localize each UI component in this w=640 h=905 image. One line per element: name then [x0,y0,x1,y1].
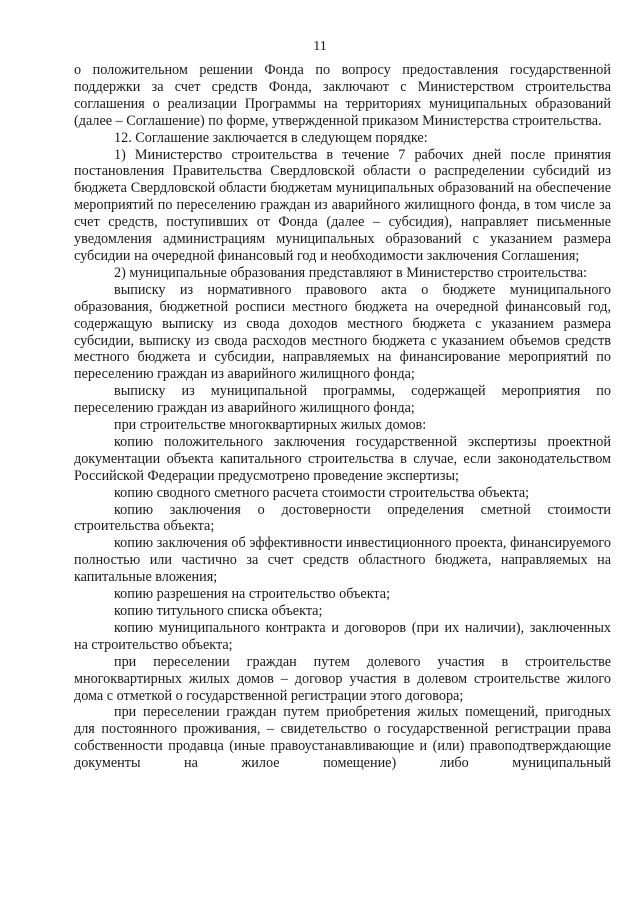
paragraph: копию положительного заключения государственной экспертизы проектной документации объекта капитального строительства в случае, если законодательством Российской Федерации предусмотрено проведение экспертизы; [74,433,611,484]
paragraph: копию муниципального контракта и договоров (при их наличии), заключенных на строительство объекта; [74,619,611,653]
page-number: 11 [313,39,327,54]
paragraph: копию заключения о достоверности определения сметной стоимости строительства объекта; [74,501,611,535]
document-body [74,62,611,772]
paragraph: выписку из нормативного правового акта о бюджете муниципального образования, бюджетной росписи местного бюджета на очередной финансовый год, содержащую выписку из свода доходов местного бюджета с указанием размера субсидии, выписку из свода расходов местного бюджета с указанием объемов средств местного бюджета и субсидии, направляемых на финансирование мероприятий по переселению граждан из аварийного жилищного фонда; [74,281,611,383]
paragraph: копию заключения об эффективности инвестиционного проекта, финансируемого полностью или частично за счет средств областного бюджета, направляемых на капитальные вложения; [74,535,611,586]
paragraph: копию сводного сметного расчета стоимости строительства объекта; [114,484,530,501]
paragraph: копию разрешения на строительство объекта; [114,586,391,603]
paragraph: копию титульного списка объекта; [114,603,323,619]
paragraph: 2) муниципальные образования представляют в Министерство строительства: [114,264,587,281]
paragraph: при переселении граждан путем приобретения жилых помещений, пригодных для постоянного проживания, – свидетельство о государственной регистрации права собственности продавца (иные правоустанавливающие и (или) правоподтверждающие документы на жилое помещение) либо муниципальный [74,704,611,772]
paragraph: при переселении граждан путем долевого участия в строительстве многоквартирных жилых домов – договор участия в долевом строительстве жилого дома с отметкой о государственной регистрации этого договора; [74,653,611,704]
paragraph: о положительном решении Фонда по вопросу предоставления государственной поддержки за счет средств Фонда, заключают с Министерством строительства соглашения о реализации Программы на территориях муниципальных образований (далее – Соглашение) по форме, утвержденной приказом Министерства строительства. [74,62,611,129]
paragraph: 12. Соглашение заключается в следующем порядке: [114,129,428,146]
paragraph: при строительстве многоквартирных жилых домов: [114,417,427,434]
paragraph: 1) Министерство строительства в течение 7 рабочих дней после принятия постановления Правительства Свердловской области о распределении субсидий из бюджета Свердловской области бюджетам муниципальных образований на обеспечение мероприятий по переселению граждан из аварийного жилищного фонда, в том числе за счет средств, поступивших от Фонда (далее – субсидия), направляет письменные уведомления администрациям муниципальных образований с указанием размера субсидии на очередной финансовый год и необходимости заключения Соглашения; [74,146,611,264]
paragraph: выписку из муниципальной программы, содержащей мероприятия по переселению граждан из аварийного жилищного фонда; [74,383,611,417]
